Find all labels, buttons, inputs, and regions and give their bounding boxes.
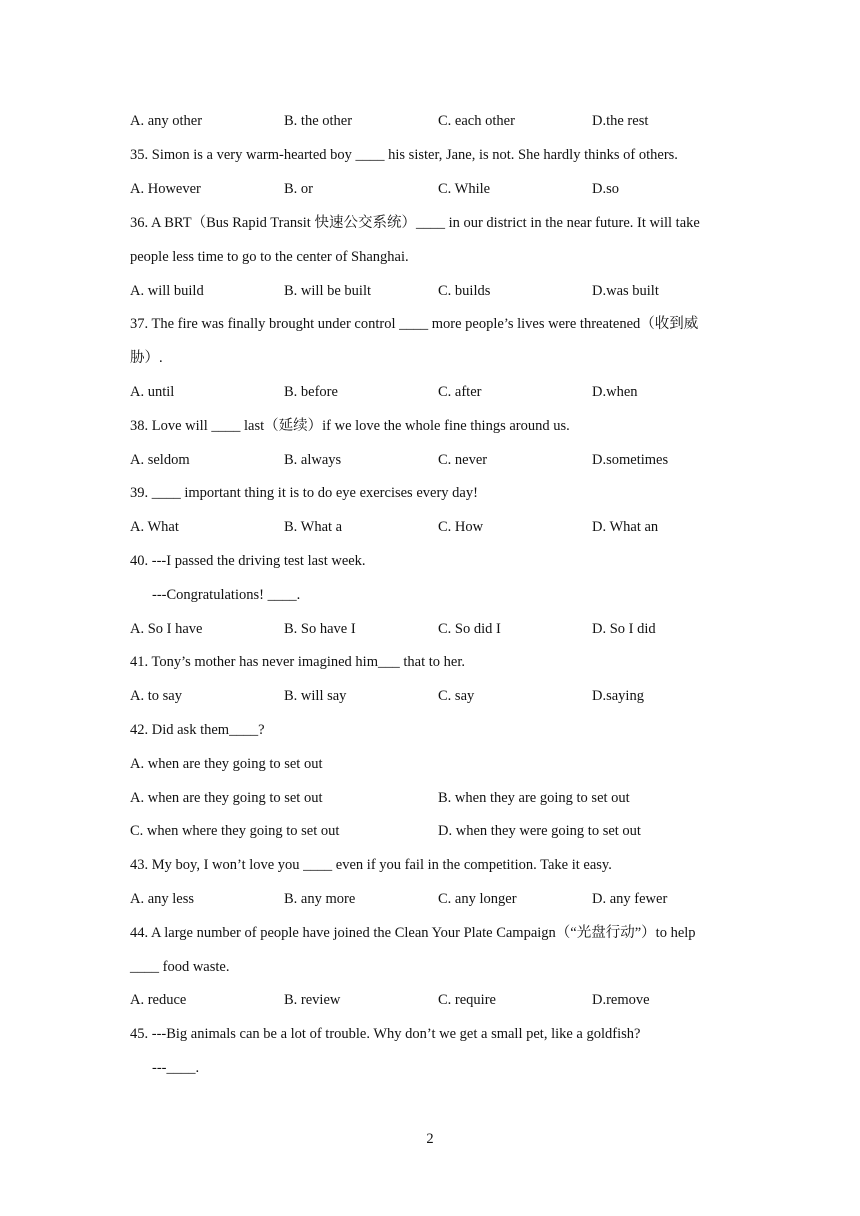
q35-stem: 35. Simon is a very warm-hearted boy ____ his sister, Jane, is not. She hardly thinks of others. (130, 147, 678, 163)
q37-options (130, 382, 750, 402)
option-c: C. say (438, 688, 475, 704)
option-b: B. will be built (284, 283, 371, 299)
q41-stem: 41. Tony’s mother has never imagined him___ that to her. (130, 654, 465, 670)
option-b: B. any more (284, 891, 356, 907)
q42-stem: 42. Did ask them____? (130, 722, 265, 738)
option-b: B. the other (284, 113, 353, 129)
option-c: C. any longer (438, 891, 517, 907)
q38-stem: 38. Love will ____ last（延续）if we love the whole fine things around us. (130, 418, 570, 434)
q36-options (130, 281, 750, 301)
option-d: D.was built (592, 283, 659, 299)
q42-options-row2 (130, 821, 750, 841)
q38-options (130, 450, 750, 470)
option-b: B. will say (284, 688, 347, 704)
option-a: A. any other (130, 113, 203, 129)
q34-options (130, 111, 750, 131)
q40-stem-line1: 40. ---I passed the driving test last week. (130, 553, 366, 569)
q37-stem-line1: 37. The fire was finally brought under control ____ more people’s lives were threatened（收到威 (130, 316, 699, 332)
option-c: C. require (438, 992, 496, 1008)
option-b: B. always (284, 452, 342, 468)
option-d: D. So I did (592, 621, 656, 637)
option-a: A. when are they going to set out (130, 790, 323, 806)
option-c: C. when where they going to set out (130, 823, 340, 839)
q39-stem: 39. ____ important thing it is to do eye exercises every day! (130, 485, 478, 501)
option-b: B. review (284, 992, 341, 1008)
option-c: C. after (438, 384, 482, 400)
option-a: A. seldom (130, 452, 190, 468)
q42-options-row1 (130, 788, 750, 808)
option-a: A. any less (130, 891, 195, 907)
q43-stem: 43. My boy, I won’t love you ____ even if you fail in the competition. Take it easy. (130, 857, 612, 873)
q35-options (130, 179, 750, 199)
option-b: B. So have I (284, 621, 356, 637)
option-c: C. So did I (438, 621, 501, 637)
option-a: A. However (130, 181, 201, 197)
q42-extra-line: A. when are they going to set out (130, 756, 323, 772)
q40-options (130, 619, 750, 639)
option-b: B. or (284, 181, 313, 197)
q36-stem-line2: people less time to go to the center of Shanghai. (130, 249, 409, 265)
option-c: C. While (438, 181, 491, 197)
option-d: D. when they were going to set out (438, 823, 641, 839)
option-d: D.saying (592, 688, 644, 704)
option-b: B. when they are going to set out (438, 790, 630, 806)
option-a: A. So I have (130, 621, 203, 637)
option-a: A. to say (130, 688, 182, 704)
q44-stem-line2: ____ food waste. (130, 959, 230, 975)
q40-stem-line2: ---Congratulations! ____. (152, 587, 301, 603)
option-a: A. will build (130, 283, 204, 299)
page-number: 2 (426, 1131, 434, 1147)
q39-options (130, 517, 750, 537)
option-c: C. How (438, 519, 484, 535)
option-a: A. reduce (130, 992, 187, 1008)
option-c: C. builds (438, 283, 491, 299)
option-b: B. What a (284, 519, 343, 535)
q44-stem-line1: 44. A large number of people have joined the Clean Your Plate Campaign（“光盘行动”）to help (130, 925, 696, 941)
q36-stem-line1: 36. A BRT（Bus Rapid Transit 快速公交系统）____ in our district in the near future. It will take (130, 215, 700, 231)
q44-options (130, 990, 750, 1010)
q43-options (130, 889, 750, 909)
option-d: D.sometimes (592, 452, 669, 468)
option-a: A. until (130, 384, 175, 400)
option-b: B. before (284, 384, 338, 400)
option-c: C. never (438, 452, 488, 468)
option-d: D.when (592, 384, 638, 400)
option-a: A. What (130, 519, 179, 535)
option-d: D.the rest (592, 113, 649, 129)
option-d: D. What an (592, 519, 659, 535)
option-d: D.so (592, 181, 619, 197)
q41-options (130, 686, 750, 706)
option-d: D. any fewer (592, 891, 668, 907)
option-c: C. each other (438, 113, 515, 129)
q45-stem-line2: ---____. (152, 1060, 200, 1076)
q45-stem-line1: 45. ---Big animals can be a lot of trouble. Why don’t we get a small pet, like a goldfish? (130, 1026, 641, 1042)
q37-stem-line2: 胁）. (130, 350, 163, 366)
option-d: D.remove (592, 992, 650, 1008)
